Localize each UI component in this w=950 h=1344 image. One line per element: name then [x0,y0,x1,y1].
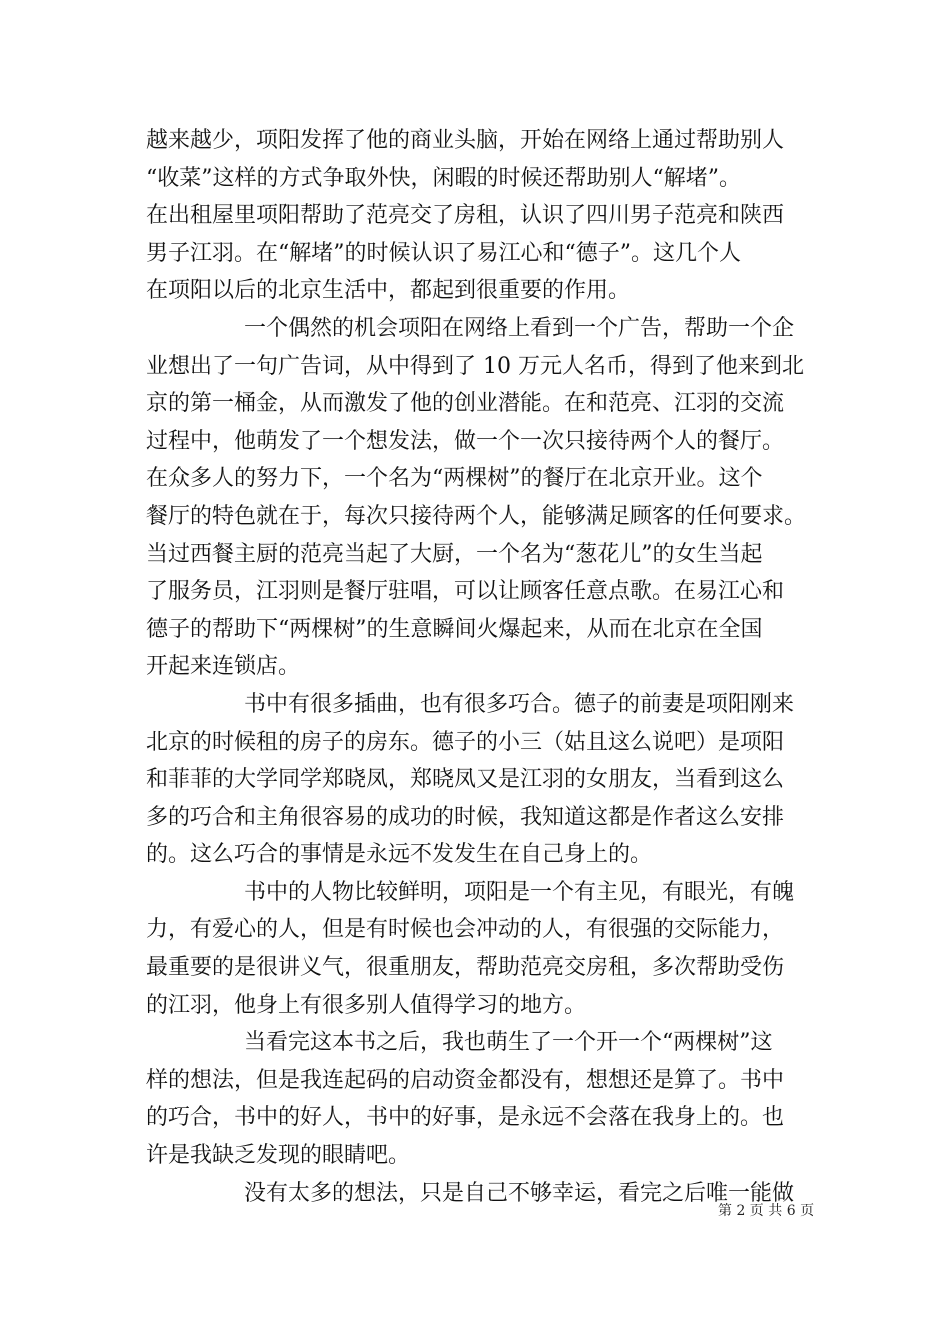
page-number-footer: 第 2 页 共 6 页 [718,1203,815,1219]
text-line: 京的第一桶金，从而激发了他的创业潜能。在和范亮、江羽的交流 [146,391,785,417]
text-line: 的巧合，书中的好人，书中的好事，是永远不会落在我身上的。也 [146,1105,785,1131]
body-text [146,122,822,1212]
text-line: 德子的帮助下“两棵树”的生意瞬间火爆起来，从而在北京在全国 [146,616,763,642]
text-line: “收菜”这样的方式争取外快，闲暇的时候还帮助别人“解堵”。 [146,165,741,191]
paragraph-first-line: 书中的人物比较鲜明，项阳是一个有主见，有眼光，有魄 [244,879,795,905]
text-line: 样的想法，但是我连起码的启动资金都没有，想想还是算了。书中 [146,1067,785,1093]
text-line: 餐厅的特色就在于，每次只接待两个人，能够满足顾客的任何要求。 [146,503,807,529]
text-line: 当过西餐主厨的范亮当起了大厨，一个名为“葱花儿”的女生当起 [146,541,763,567]
text-line: 的。这么巧合的事情是永远不发发生在自己身上的。 [146,842,653,868]
text-line: 多的巧合和主角很容易的成功的时候，我知道这都是作者这么安排 [146,804,785,830]
text-line: 开起来连锁店。 [146,654,301,680]
text-line: 越来越少，项阳发挥了他的商业头脑，开始在网络上通过帮助别人 [146,128,785,153]
text-line: 和菲菲的大学同学郑晓凤，郑晓凤又是江羽的女朋友，当看到这么 [146,767,785,793]
paragraph-first-line: 没有太多的想法，只是自己不够幸运，看完之后唯一能做 [244,1180,795,1206]
text-line: 北京的时候租的房子的房东。德子的小三（姑且这么说吧）是项阳 [146,729,785,755]
text-line: 在项阳以后的北京生活中，都起到很重要的作用。 [146,278,631,304]
text-line: 许是我缺乏发现的眼睛吧。 [146,1143,411,1169]
text-line: 在众多人的努力下，一个名为“两棵树”的餐厅在北京开业。这个 [146,466,763,492]
text-line: 男子江羽。在“解堵”的时候认识了易江心和“德子”。这几个人 [146,240,741,266]
text-line: 的江羽，他身上有很多别人值得学习的地方。 [146,992,587,1018]
paragraph-first-line: 一个偶然的机会项阳在网络上看到一个广告，帮助一个企 [244,315,795,341]
text-line: 业想出了一句广告词，从中得到了 10 万元人名币，得到了他来到北 [146,353,804,379]
paragraph-first-line: 书中有很多插曲，也有很多巧合。德子的前妻是项阳刚来 [244,691,795,717]
text-line: 在出租屋里项阳帮助了范亮交了房租，认识了四川男子范亮和陕西 [146,203,785,229]
text-line: 过程中，他萌发了一个想发法，做一个一次只接待两个人的餐厅。 [146,428,785,454]
paragraph-first-line: 当看完这本书之后，我也萌生了一个开一个“两棵树”这 [244,1030,773,1056]
text-line: 最重要的是很讲义气，很重朋友，帮助范亮交房租，多次帮助受伤 [146,955,785,981]
text-line: 了服务员，江羽则是餐厅驻唱，可以让顾客任意点歌。在易江心和 [146,579,785,605]
text-line: 力，有爱心的人，但是有时候也会冲动的人，有很强的交际能力， [146,917,785,943]
